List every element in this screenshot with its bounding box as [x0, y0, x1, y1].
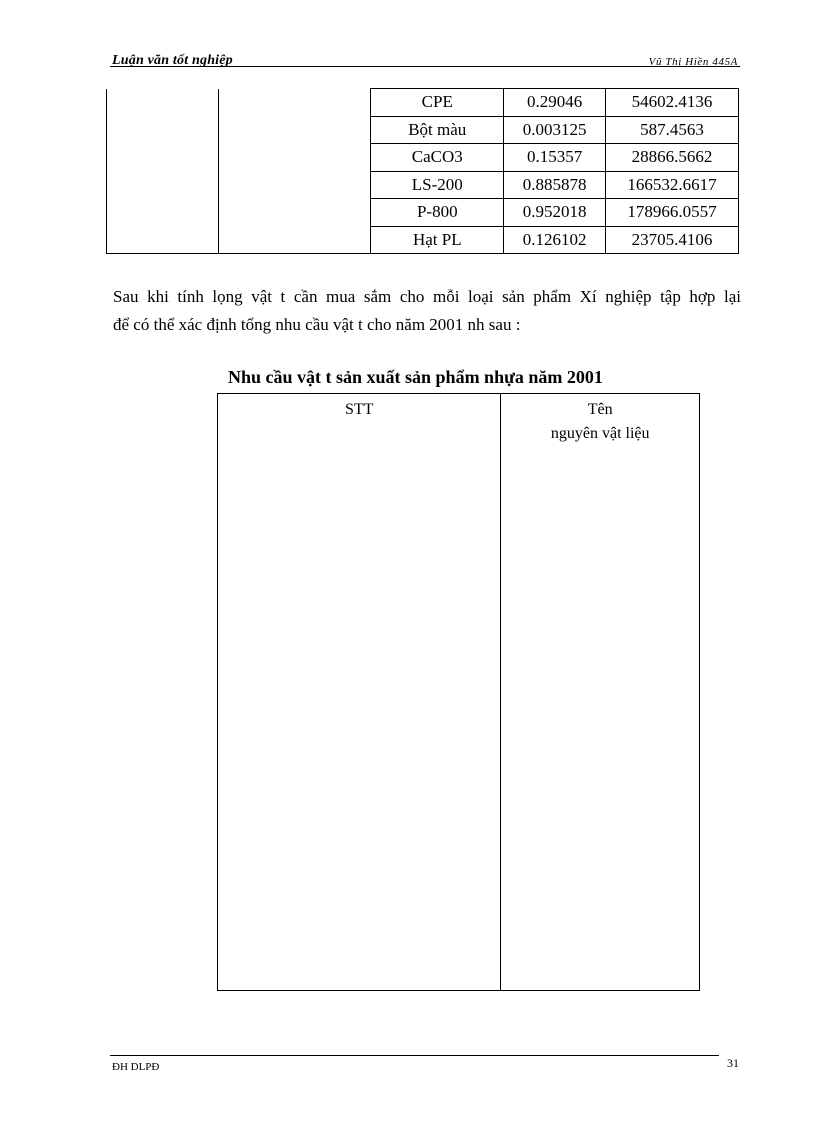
- blank-cell-1: [107, 89, 219, 254]
- material-name-column: [501, 394, 700, 991]
- header-author: Vũ Thị Hiền 445A: [648, 56, 738, 68]
- ratio-cell: 0.003125: [504, 116, 606, 144]
- material-name-cell: P-800: [371, 199, 504, 227]
- name-header-line1: Tên: [587, 401, 613, 418]
- amount-cell: 23705.4106: [606, 226, 739, 254]
- material-name-cell: LS-200: [371, 171, 504, 199]
- amount-cell: 178966.0557: [606, 199, 739, 227]
- table2-title: Nhu cầu vật t sản xuất sản phẩm nhựa năm 2001: [228, 367, 603, 387]
- paragraph-line-1: Sau khi tính lọng vật t cần mua sắm cho mỗi loại sản phẩm Xí nghiệp tập hợp lại: [113, 287, 741, 306]
- footer-divider: [110, 1055, 719, 1056]
- amount-cell: 166532.6617: [606, 171, 739, 199]
- paragraph-line-2: để có thể xác định tổng nhu cầu vật t cho năm 2001 nh sau :: [113, 315, 521, 334]
- material-name-cell: Hạt PL: [371, 226, 504, 254]
- header-divider: [110, 66, 740, 67]
- material-name-cell: Bột màu: [371, 116, 504, 144]
- amount-cell: 54602.4136: [606, 89, 739, 117]
- name-header-line2: nguyên vật liệu: [550, 425, 650, 442]
- amount-cell: 28866.5662: [606, 144, 739, 172]
- demand-table: [217, 393, 700, 991]
- blank-cell-2: [218, 89, 371, 254]
- footer-institution: ĐH DLPĐ: [112, 1061, 160, 1073]
- ratio-cell: 0.15357: [504, 144, 606, 172]
- material-table: [106, 88, 739, 254]
- ratio-cell: 0.885878: [504, 171, 606, 199]
- ratio-cell: 0.952018: [504, 199, 606, 227]
- stt-column: [218, 394, 501, 991]
- table-row: [107, 89, 739, 117]
- material-name-cell: CPE: [371, 89, 504, 117]
- amount-cell: 587.4563: [606, 116, 739, 144]
- stt-header: STT: [344, 401, 374, 418]
- header-title: Luận văn tốt nghiệp: [112, 53, 233, 68]
- page-number: 31: [727, 1056, 739, 1070]
- ratio-cell: 0.126102: [504, 226, 606, 254]
- ratio-cell: 0.29046: [504, 89, 606, 117]
- material-name-cell: CaCO3: [371, 144, 504, 172]
